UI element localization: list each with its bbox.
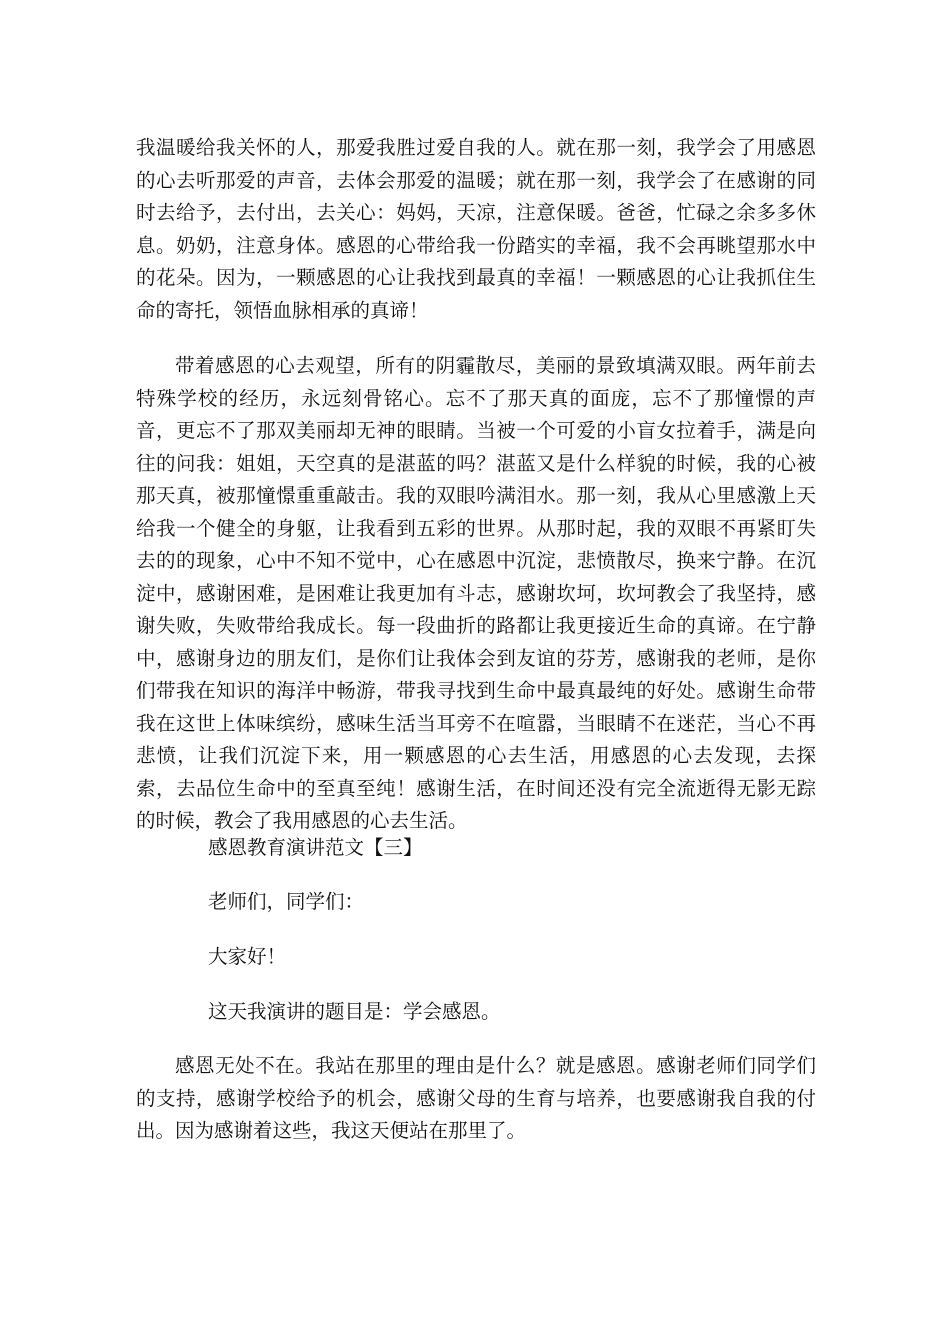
body-paragraph-2: 带着感恩的心去观望，所有的阴霾散尽，美丽的景致填满双眼。两年前去特殊学校的经历，永远刻骨铭心。忘不了那天真的面庞，忘不了那憧憬的声音，更忘不了那双美丽却无神的眼睛。当被一个可爱的小盲女拉着手，满是向往的问我：姐姐，天空真的是湛蓝的吗？湛蓝又是什么样貌的时候，我的心被那天真，被那憧憬重重敲击。我的双眼吟满泪水。那一刻，我从心里感激上天给我一个健全的身躯，让我看到五彩的世界。从那时起，我的双眼不再紧盯失去的的现象，心中不知不觉中，心在感恩中沉淀，悲愤散尽，换来宁静。在沉淀中，感谢困难，是困难让我更加有斗志，感谢坎坷，坎坷教会了我坚持，感谢失败，失败带给我成长。每一段曲折的路都让我更接近生命的真谛。在宁静中，感谢身边的朋友们，是你们让我体会到友谊的芬芳，感谢我的老师，是你们带我在知识的海洋中畅游，带我寻找到生命中最真最纯的好处。感谢生命带我在这世上体味缤纷，感味生活当耳旁不在喧嚣，当眼睛不在迷茫，当心不再悲愤，让我们沉淀下来，用一颗感恩的心去生活，用感恩的心去发现，去探索，去品位生命中的至真至纯！感谢生活，在时间还没有完全流逝得无影无踪的时候，教会了我用感恩的心去生活。 [136, 354, 816, 832]
body-paragraph-3: 感恩无处不在。我站在那里的理由是什么？就是感恩。感谢老师们同学们的支持，感谢学校给予的机会，感谢父母的生育与培养，也要感谢我自我的付出。因为感谢着这些，我这天便站在那里了。 [136, 1054, 816, 1142]
speech-topic-line: 这天我演讲的题目是：学会感恩。 [208, 1000, 501, 1023]
salutation-line: 老师们，同学们： [208, 890, 365, 913]
body-paragraph-1: 我温暖给我关怀的人，那爱我胜过爱自我的人。就在那一刻，我学会了用感恩的心去听那爱的声音，去体会那爱的温暖；就在那一刻，我学会了在感谢的同时去给予，去付出，去关心：妈妈，天凉，注意保暖。爸爸，忙碌之余多多休息。奶奶，注意身体。感恩的心带给我一份踏实的幸福，我不会再眺望那水中的花朵。因为，一颗感恩的心让我找到最真的幸福！一颗感恩的心让我抓住生命的寄托，领悟血脉相承的真谛！ [136, 136, 816, 322]
greeting-line: 大家好！ [208, 945, 287, 968]
section-heading: 感恩教育演讲范文【三】 [208, 836, 423, 859]
